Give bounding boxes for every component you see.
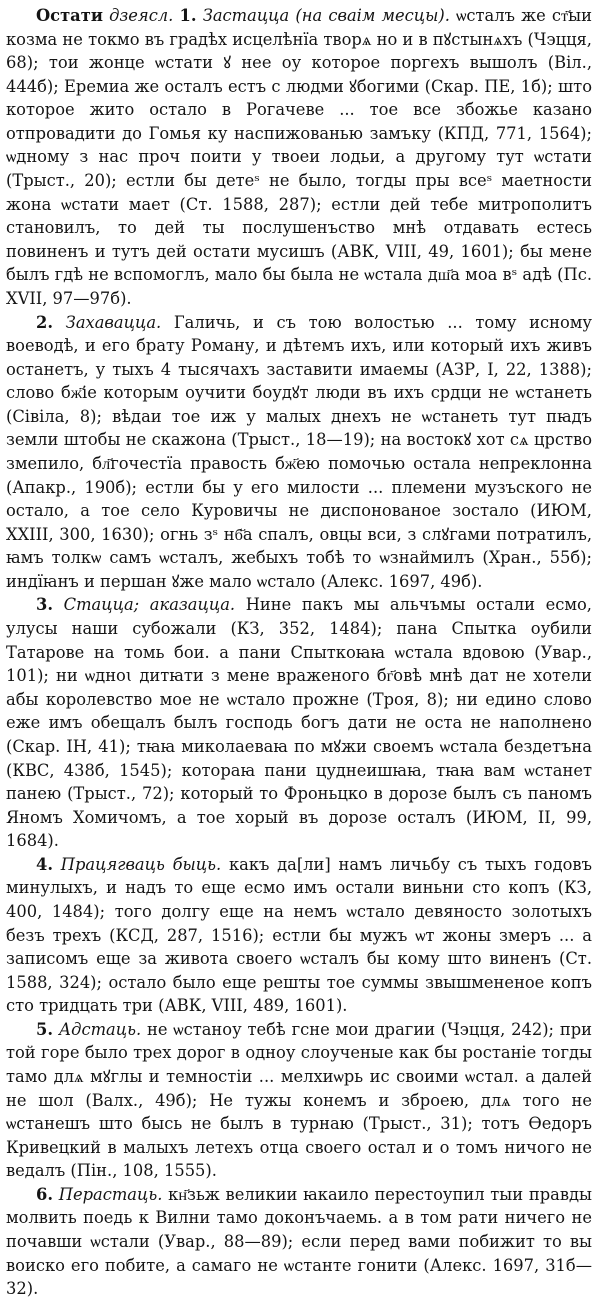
sense-gloss: Застацца (на сваім месцы). xyxy=(202,6,450,25)
part-of-speech: дзеясл. xyxy=(109,6,174,25)
sense-4 xyxy=(6,853,592,1018)
sense-gloss: Захавацца. xyxy=(65,312,162,332)
sense-6 xyxy=(6,1183,592,1301)
sense-citations: Нине пакъ мы альчъмы остали есмо, улусы наши субожали (КЗ, 352, 1484); пана Спытка оубили Татарове на томь бои. а пани Спыткоꙗꙗ ѡстала вдовою (Увар., 101); ни ѡдноꙇ дитꙗти з мене враженого бг҃овѣ мнѣ дат не хотели абы королевство мое не ѡстало прожне (Троя, 8); ни едино слово еже имъ обещалъ былъ господь богъ дати не оста не наполнено (Скар. ІН, 41); тꙗꙗ миколаеваꙗ по мꙋжи своемъ ѡстала бездетъна (КВС, 438б, 1545); котораꙗ пани цуднеишꙗꙗ, тꙗꙗ вам ѡстанет панею (Трыст., 72); который то Фроньцко в дорозе былъ съ паномъ Яномъ Хомичомъ, а тое хорый въ дорозе осталъ (ИЮМ, II, 99, 1684). xyxy=(6,595,592,851)
sense-number: 5. xyxy=(36,1019,53,1039)
sense-3 xyxy=(6,593,592,852)
sense-number: 6. xyxy=(36,1184,53,1204)
sense-gloss: Працягваць быць. xyxy=(60,854,222,874)
headword: Остати xyxy=(36,6,103,25)
sense-citations: ѡсталъ же ст҃ыи козма не токмо въ градѣх исцелѣнїа творѧ но и в пꙋстынѧхъ (Чэцця, 68); тои жонце ѡстати ꙋ нее оу которое поргехъ вышолъ (Віл., 444б); Еремиа же осталъ естъ с людми ꙋбогими (Скар. ПЕ, 1б); што которое жито остало в Рогачеве ... тое все збожье казано отпровадити до Гомья ку наспижованью замъку (КПД, 771, 1564); ѡдному з нас проч поити у твоеи лодьи, а другому тут ѡстати (Трыст., 20); естли бы детеˢ не было, тогды пры всеˢ маетности жона ѡстати мает (Ст. 1588, 287); естли дей тебе митрополитъ становилъ, то дей ты послушенъство мнѣ отдавать естесь повиненъ и тутъ дей остати мусишъ (АВК, VIII, 49, 1601); бы мене былъ гдѣ не вспомоглъ, мало бы была не ѡстала дш҃а моа вˢ адѣ (Пс. XVII, 97—97б). xyxy=(6,6,592,308)
sense-number: 1. xyxy=(179,6,197,25)
sense-gloss: Перастаць. xyxy=(58,1184,163,1204)
sense-citations: Галичь, и съ тою волостью ... тому исному воеводѣ, и его брату Роману, и дѣтемъ ихъ, или который ихъ живъ останетъ, у тыхъ 4 тысячахъ заставити имаемы (АЗР, I, 22, 1388); слово бж҃іе которым оучити боудꙋт люди въ ихъ срдци не ѡстанеть (Сівіла, 8); вѣдаи тое иж у малых днехъ не ѡстанеть тут пꙗдъ земли штобы не скажона (Трыст., 18—19); на востокꙋ хот сѧ црство змепило, бл҃гочестїа правость бж҃ею помочью остала непреклонна (Апакр., 190б); естли бы у его милости ... племени музъского не остало, а тое село Куровичы не диспонованое зостало (ИЮМ, XXIII, 300, 1630); огнь зˢ нб҃а спалъ, овцы вси, з слꙋгами потратилъ, ꙗмъ толкѡ самъ ѡсталъ, жебыхъ тобѣ то ѡзнаймилъ (Хран., 55б); индїꙗнъ и першан ꙋже мало ѡстало (Алекс. 1697, 49б). xyxy=(6,312,593,591)
sense-5 xyxy=(6,1018,592,1183)
sense-gloss: Стацца; аказацца. xyxy=(63,595,236,615)
sense-2 xyxy=(6,311,592,594)
sense-citations: какъ да[ли] намъ личьбу съ тыхъ годовъ минулыхъ, и надъ то еще есмо имъ остали виньни сто копъ (КЗ, 400, 1484); того долгу еще на немъ ѡстало девяносто золотыхъ безъ трехъ (КСД, 287, 1516); естли бы мужъ ѡт жоны змеръ ... а записомъ еще за живота своего ѡсталъ бы кому што виненъ (Ст. 1588, 324); остало было еще решты тое суммы звышмененое копъ сто тридцать три (АВК, VIII, 489, 1601). xyxy=(6,854,592,1016)
sense-number: 2. xyxy=(36,312,53,332)
sense-number: 4. xyxy=(36,854,53,874)
sense-1 xyxy=(6,4,592,311)
sense-gloss: Адстаць. xyxy=(58,1019,142,1039)
sense-number: 3. xyxy=(36,595,53,615)
sense-citations: кн҃зьж великии ꙗкаило перестоупил тыи правды молвить поедь к Вилни тамо доконъчаемь. а в том рати ничего не почавши ѡстали (Увар., 88—89); если перед вами побижит то вы воиско его побите, а самаго не ѡстанте гонити (Алекс. 1697, 31б—32). xyxy=(6,1184,592,1299)
sense-citations: не ѡстаноу тебѣ гсне мои драгии (Чэцця, 242); при той горе было трех дорог в одноу слоученые как бы ростаніе тогды тамо длѧ мꙋглы и темностіи ... мелхиѡрь ис своими ѡстал. а далей не шол (Валх., 49б); Не тужы конемъ и зброею, длѧ того не ѡстанешъ што бысь не былъ в турнаю (Трыст., 31); тотъ Ѳедоръ Кривецкий в малыхъ летехъ отца своего остал и о томъ ничого не ведалъ (Пін., 108, 1555). xyxy=(6,1019,592,1181)
